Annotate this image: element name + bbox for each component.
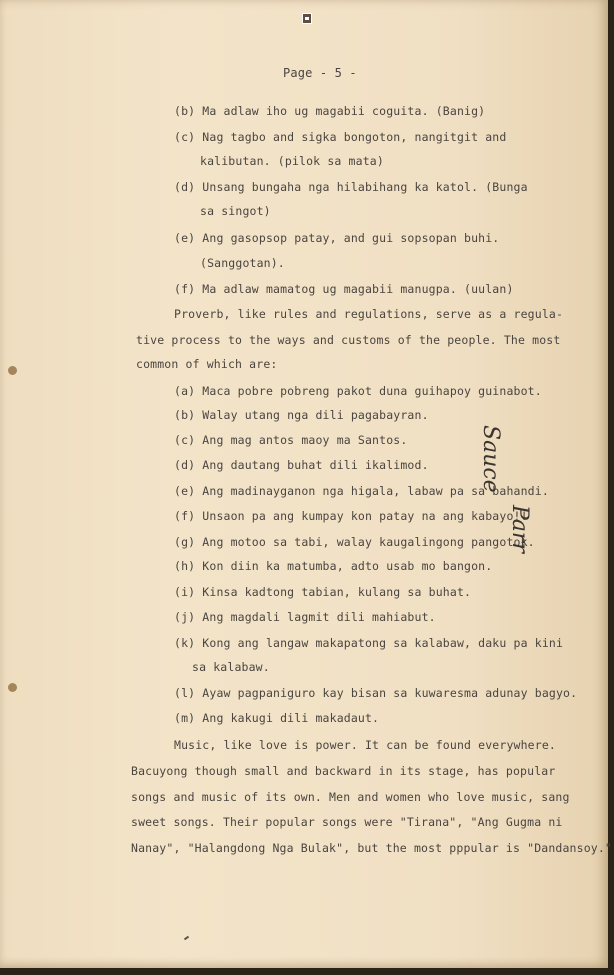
riddle-line: (e) Ang gasopsop patay, and gui sopsopan buhi. <box>174 231 500 245</box>
proverb-line: (e) Ang madinayganon nga higala, labaw pa sa bahandi. <box>174 484 549 498</box>
scan-edge-right <box>608 0 614 975</box>
signature-line-2: Parr <box>507 505 532 553</box>
paragraph-line: Proverb, like rules and regulations, serve as a regula- <box>174 307 564 321</box>
punch-hole-icon <box>8 683 17 692</box>
riddle-line: (c) Nag tagbo and sigka bongoton, nangitgit and <box>174 130 507 144</box>
proverb-line: (m) Ang kakugi dili makadaut. <box>174 711 380 725</box>
riddle-line: sa singot) <box>200 204 271 218</box>
proverb-line: (a) Maca pobre pobreng pakot duna guihapoy guinabot. <box>174 384 542 398</box>
riddle-line: (f) Ma adlaw mamatog ug magabii manugpa. (uulan) <box>174 282 514 296</box>
signature-line-1: Sauce <box>478 425 503 493</box>
punch-hole-icon <box>8 366 17 375</box>
riddle-line: (Sanggotan). <box>200 256 285 270</box>
proverb-line: (i) Kinsa kadtong tabian, kulang sa buhat. <box>174 585 472 599</box>
paragraph-line: sweet songs. Their popular songs were "Tirana", "Ang Gugma ni <box>131 815 563 829</box>
proverb-line: (c) Ang mag antos maoy ma Santos. <box>174 433 408 447</box>
proverb-line: (l) Ayaw pagpaniguro kay bisan sa kuwaresma adunay bagyo. <box>174 686 578 700</box>
proverb-line: (j) Ang magdali lagmit dili mahiabut. <box>174 610 436 624</box>
proverb-line: (k) Kong ang langaw makapatong sa kalabaw, daku pa kini <box>174 636 564 650</box>
paragraph-line: Music, like love is power. It can be found everywhere. <box>174 738 556 752</box>
paragraph-line: Nanay", "Halangdong Nga Bulak", but the most pppular is "Dandansoy." <box>131 841 613 855</box>
proverb-line: (d) Ang dautang buhat dili ikalimod. <box>174 458 429 472</box>
proverb-line: (h) Kon diin ka matumba, adto usab mo bangon. <box>174 559 493 573</box>
scan-edge-bottom <box>0 968 614 975</box>
paragraph-line: Bacuyong though small and backward in its stage, has popular <box>131 764 556 778</box>
proverb-line: sa kalabaw. <box>192 660 270 674</box>
page-number: Page - 5 - <box>283 66 357 80</box>
riddle-line: (d) Unsang bungaha nga hilabihang ka katol. (Bunga <box>174 180 528 194</box>
proverb-line: (g) Ang motoo sa tabi, walay kaugalingong pangotok. <box>174 535 535 549</box>
paragraph-line: songs and music of its own. Men and women who love music, sang <box>131 790 570 804</box>
proverb-line: (f) Unsaon pa ang kumpay kon patay na ang kabayo!! <box>174 509 528 523</box>
paragraph-line: tive process to the ways and customs of the people. The most <box>136 333 561 347</box>
riddle-line: kalibutan. (pilok sa mata) <box>200 154 384 168</box>
riddle-line: (b) Ma adlaw iho ug magabii coguita. (Banig) <box>174 104 486 118</box>
paper-clip-icon <box>302 13 312 24</box>
proverb-line: (b) Walay utang nga dili pagabayran. <box>174 408 429 422</box>
paragraph-line: common of which are: <box>136 357 278 371</box>
